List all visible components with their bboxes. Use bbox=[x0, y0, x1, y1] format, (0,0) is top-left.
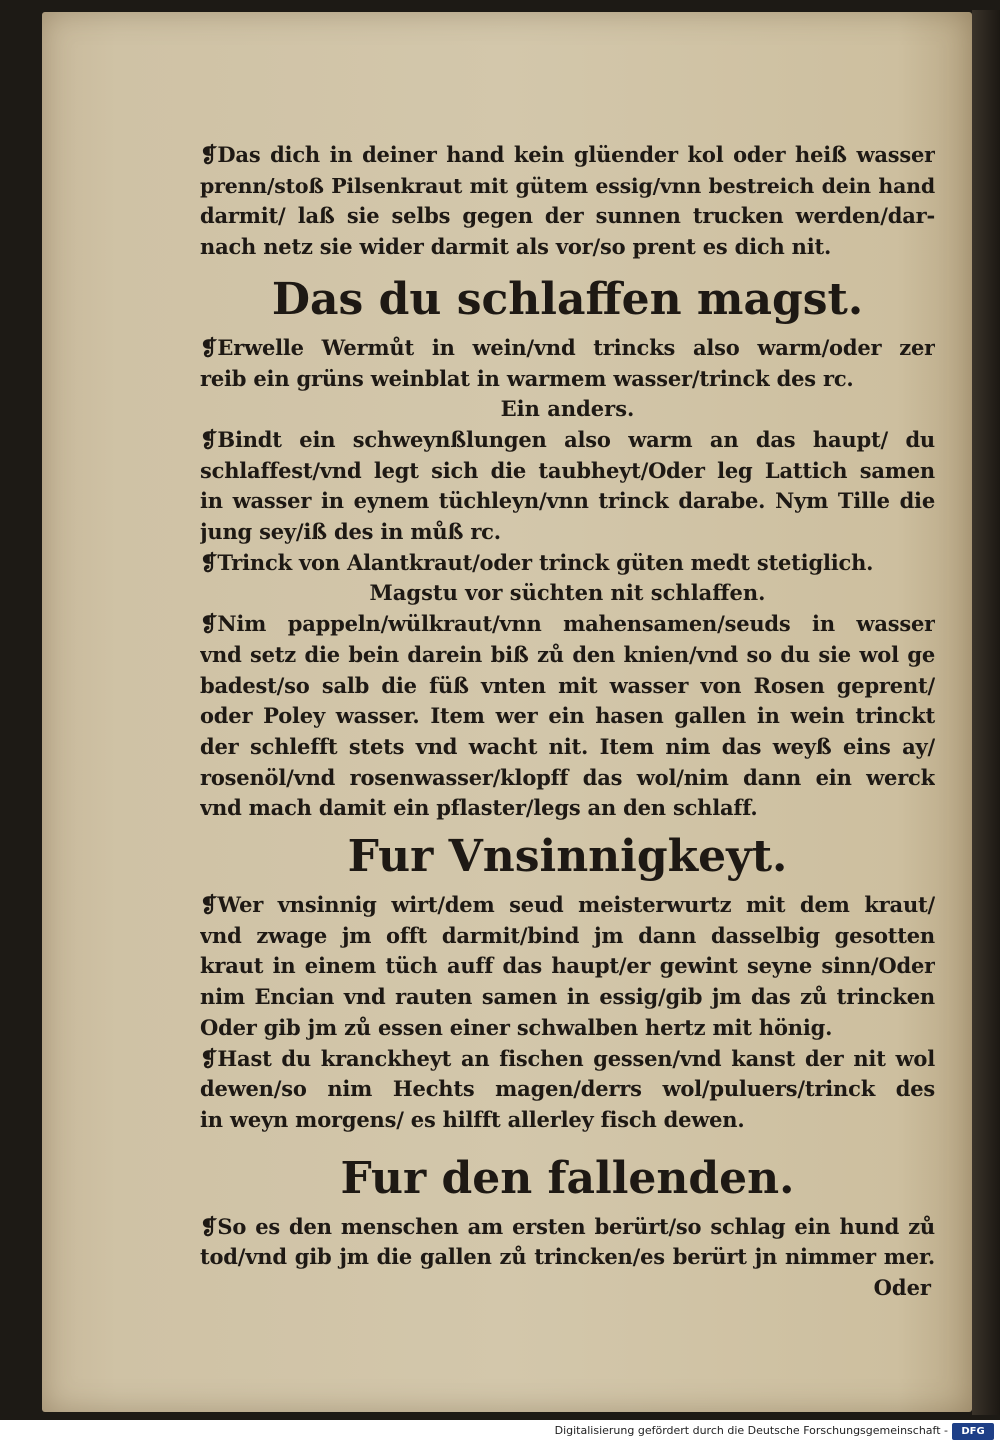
text-line: ❡So es den menschen am ersten berürt/so schlag ein hund zů bbox=[200, 1213, 935, 1239]
section-heading: Fur Vnsinnigkeyt. bbox=[347, 831, 788, 883]
text-line: ❡Nim pappeln/wülkraut/vnn mahensamen/seuds in wasser bbox=[200, 611, 935, 637]
text-line: dewen/so nim Hechts magen/derrs wol/puluers/trinck des bbox=[200, 1076, 935, 1102]
text-line: ❡Erwelle Wermůt in wein/vnd trincks also warm/oder zer bbox=[200, 334, 935, 360]
text-line: vnd zwage jm offt darmit/bind jm dann dasselbig gesotten bbox=[200, 922, 935, 948]
section-heading: Fur den fallenden. bbox=[340, 1152, 795, 1204]
text-line: tod/vnd gib jm die gallen zů trincken/es berürt jn nimmer mer. bbox=[200, 1244, 935, 1270]
text-line: oder Poley wasser. Item wer ein hasen gallen in wein trinckt bbox=[200, 703, 935, 729]
footer-bar bbox=[0, 1420, 1000, 1444]
text-line: ❡Trinck von Alantkraut/oder trinck güten medt stetiglich. bbox=[200, 549, 874, 575]
text-line: in weyn morgens/ es hilfft allerley fisch dewen. bbox=[200, 1106, 745, 1132]
page-edge-shadow bbox=[972, 10, 1000, 1415]
text-line: darmit/ laß sie selbs gegen der sunnen trucken werden/dar- bbox=[200, 203, 935, 229]
text-line: vnd setz die bein darein biß zů den knien/vnd so du sie wol ge bbox=[200, 641, 935, 667]
text-line: ❡Hast du kranckheyt an fischen gessen/vnd kanst der nit wol bbox=[200, 1045, 935, 1071]
text-line: nim Encian vnd rauten samen in essig/gib jm das zů trincken bbox=[200, 984, 935, 1010]
text-line: badest/so salb die füß vnten mit wasser von Rosen geprent/ bbox=[200, 672, 935, 698]
funding-credit: Digitalisierung gefördert durch die Deutsche Forschungsgemeinschaft - bbox=[554, 1424, 948, 1437]
text-line: ❡Bindt ein schweynßlungen also warm an das haupt/ du bbox=[200, 426, 935, 452]
text-line: nach netz sie wider darmit als vor/so prent es dich nit. bbox=[200, 234, 832, 260]
text-line: jung sey/iß des in můß rc. bbox=[200, 519, 501, 545]
text-line: ❡Das dich in deiner hand kein glüender kol oder heiß wasser bbox=[200, 142, 935, 167]
text-line: vnd mach damit ein pflaster/legs an den schlaff. bbox=[200, 795, 758, 821]
text-line: reib ein grüns weinblat in warmem wasser/trinck des rc. bbox=[200, 365, 854, 391]
text-line: in wasser in eynem tüchleyn/vnn trinck darabe. Nym Tille die bbox=[200, 488, 935, 514]
section-heading: Das du schlaffen magst. bbox=[271, 273, 864, 325]
text-line: Oder gib jm zů essen einer schwalben hertz mit hönig. bbox=[200, 1014, 833, 1040]
subheading: Magstu vor süchten nit schlaffen. bbox=[369, 580, 766, 606]
text-line: rosenöl/vnd rosenwasser/klopff das wol/nim dann ein werck bbox=[200, 764, 935, 790]
text-line: prenn/stoß Pilsenkraut mit gütem essig/vnn bestreich dein hand bbox=[200, 173, 935, 198]
text-line: der schlefft stets vnd wacht nit. Item nim das weyß eins ay/ bbox=[200, 733, 935, 759]
text-line: ❡Wer vnsinnig wirt/dem seud meisterwurtz mit dem kraut/ bbox=[200, 892, 935, 918]
text-line: kraut in einem tüch auff das haupt/er gewint seyne sinn/Oder bbox=[200, 953, 935, 979]
subheading: Ein anders. bbox=[500, 396, 635, 422]
page-text bbox=[200, 140, 935, 1303]
catchword: Oder bbox=[873, 1275, 931, 1301]
text-line: schlaffest/vnd legt sich die taubheyt/Oder leg Lattich samen bbox=[200, 457, 935, 483]
dfg-logo[interactable]: DFG bbox=[952, 1423, 994, 1440]
